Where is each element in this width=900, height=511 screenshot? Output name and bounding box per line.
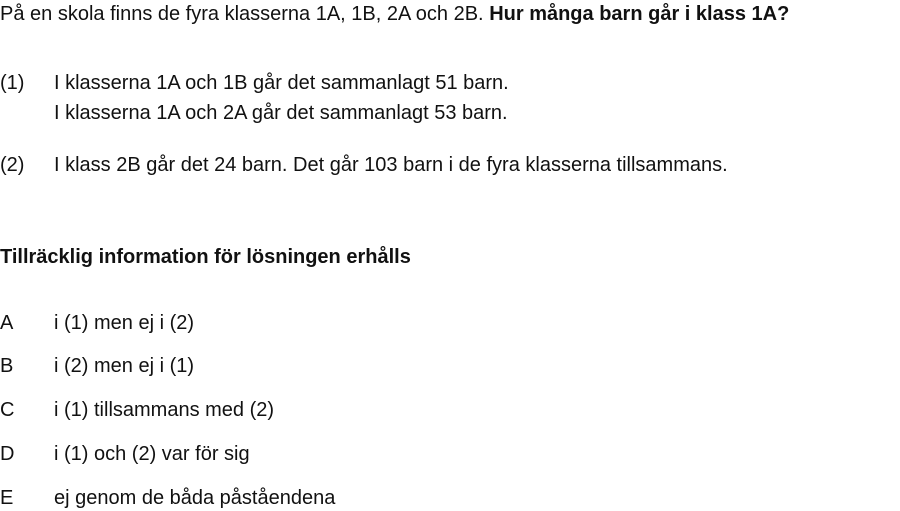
option-a-label: A	[0, 312, 14, 334]
option-c-label: C	[0, 399, 15, 421]
option-b-text: i (2) men ej i (1)	[54, 355, 195, 377]
option-a-text: i (1) men ej i (2)	[54, 312, 195, 334]
question-line	[0, 2, 789, 26]
statement-1-line-1: I klasserna 1A och 1B går det sammanlagt 51 barn.	[54, 72, 509, 94]
option-b-label: B	[0, 355, 14, 377]
option-c-text: i (1) tillsammans med (2)	[54, 399, 275, 421]
question-bold: Hur många barn går i klass 1A?	[489, 3, 790, 25]
statement-2-label: (2)	[0, 154, 25, 176]
question-intro: På en skola finns de fyra klasserna 1A, 1B, 2A och 2B.	[0, 3, 484, 25]
prompt-heading: Tillräcklig information för lösningen erhålls	[0, 246, 411, 268]
option-d-text: i (1) och (2) var för sig	[54, 443, 250, 465]
option-e-text: ej genom de båda påståendena	[54, 487, 336, 509]
option-d-label: D	[0, 443, 15, 465]
statement-1-label: (1)	[0, 72, 25, 94]
statement-1-line-2: I klasserna 1A och 2A går det sammanlagt 53 barn.	[54, 102, 508, 124]
statement-2-line-1: I klass 2B går det 24 barn. Det går 103 barn i de fyra klasserna tillsammans.	[54, 154, 728, 176]
option-e-label: E	[0, 487, 14, 509]
